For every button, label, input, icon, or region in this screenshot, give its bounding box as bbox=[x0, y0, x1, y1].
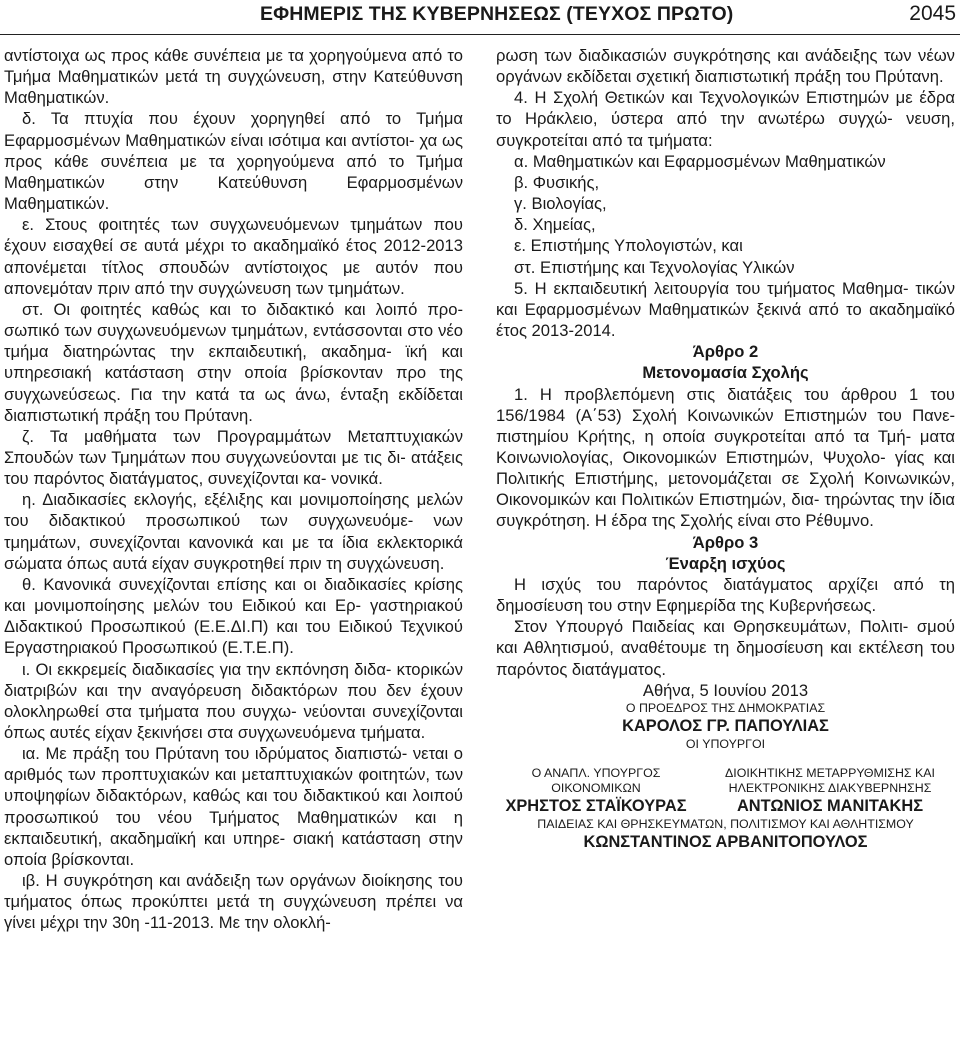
text-line: Ο ΑΝΑΠΛ. ΥΠΟΥΡΓΟΣ bbox=[531, 766, 661, 780]
text-line: νονικά. bbox=[331, 469, 383, 489]
text-line: σιακή κατάσταση στην οποία βρίσκονται. bbox=[4, 828, 463, 869]
ministers-row bbox=[496, 766, 955, 817]
text-line: νεύονται συνεχίζονται όπως αυτές είχαν ξεκινήσει στα bbox=[4, 701, 463, 742]
left-column bbox=[4, 45, 463, 934]
list-item: γ. Βιολογίας, bbox=[514, 194, 607, 214]
text-line: νων τμημάτων, συνεχίζονται κανονικά και με τα ίδια bbox=[4, 511, 463, 552]
text-line: χα ως προς κάθε συνέπεια με τα χορηγούμενα από το bbox=[4, 130, 463, 171]
article-3-subtitle: Έναρξη ισχύος bbox=[665, 553, 786, 573]
text-line: συγχωνευόμενα τμήματα. bbox=[237, 723, 426, 742]
text-line: 156/1984 (Α΄53) Σχολή Κοινωνικών Επιστημών του Πανε- bbox=[496, 405, 955, 425]
paragraph-e bbox=[4, 214, 463, 299]
text-line: Εφαρμοσμένων Μαθηματικών είναι ισότιμα και αντίστοι- bbox=[4, 130, 415, 150]
text-line: τικών και Εφαρμοσμένων Μαθηματικών ξεκινά από το bbox=[496, 278, 955, 319]
article-3-title: Άρθρο 3 bbox=[692, 532, 759, 552]
text-line: ατάξεις του παρόντος διατάγματος, συνεχίζονται κα- bbox=[4, 447, 463, 489]
text-line: μελών του διδακτικού προσωπικού των συγχωνευόμε- bbox=[4, 490, 463, 531]
article-3-text bbox=[496, 574, 955, 616]
text-line: τηρώντας την ίδια συγκρότηση. Η έδρα της Σχολής bbox=[496, 490, 956, 531]
paragraph-z bbox=[4, 426, 463, 489]
list-item: β. Φυσικής, bbox=[514, 172, 600, 192]
text-line: ΟΙΚΟΝΟΜΙΚΩΝ bbox=[551, 781, 641, 795]
paragraph-d bbox=[4, 108, 463, 214]
text-line: νευση, συγκροτείται από τα τμήματα: bbox=[496, 109, 955, 150]
president-name: ΚΑΡΟΛΟΣ ΓΡ. ΠΑΠΟΥΛΙΑΣ bbox=[622, 716, 829, 735]
paragraph-5 bbox=[496, 278, 955, 341]
minister-admin-reform bbox=[705, 766, 955, 817]
text-line: τη συγχώνευση. bbox=[326, 553, 445, 573]
ministers-label: ΟΙ ΥΠΟΥΡΓΟΙ bbox=[685, 737, 766, 751]
text-line: αυτόν που απονεμόταν πριν από την συγχώνευση των bbox=[4, 257, 463, 298]
paragraph-th bbox=[4, 574, 463, 659]
text-line: έδρα το Ηράκλειο, ύστερα από την ανωτέρω συγχώ- bbox=[496, 88, 955, 129]
minister-title bbox=[496, 766, 696, 796]
text-line: του τμήματος όπως προκύπτει μετά τη συγχώνευση bbox=[4, 871, 463, 912]
text-line: αντίστοιχα ως προς κάθε συνέπεια με τα χορηγούμενα bbox=[4, 46, 407, 65]
minister-name: ΧΡΗΣΤΟΣ ΣΤΑΪΚΟΥΡΑΣ bbox=[505, 797, 687, 815]
text-line: σωπικό των συγχωνευόμενων τμημάτων, εντάσσονται bbox=[4, 321, 403, 341]
text-line: εκλεκτορικά σώματα όπως αυτά είχαν συγκροτηθεί πριν bbox=[4, 532, 463, 573]
text-line: κτορικών διατριβών και την αναγόρευση διδακτόρων bbox=[4, 659, 463, 700]
text-line: Μαθηματικών και η εκπαιδευτική, ακαδημαϊκή και υπηρε- bbox=[4, 807, 463, 848]
text-line: η. Διαδικασίες εκλογής, εξέλιξης και μονιμοποίησης bbox=[22, 490, 410, 510]
article-3-text-2 bbox=[496, 616, 955, 679]
paragraph-continuation bbox=[496, 45, 955, 87]
right-column bbox=[496, 45, 955, 853]
text-line: που έχουν εισαχθεί σε αυτά μέχρι το ακαδημαϊκό έτος bbox=[4, 215, 463, 256]
paragraph-4 bbox=[496, 87, 955, 150]
text-line: Ειδικού Τεχνικού Εργαστηριακού Προσωπικού (Ε.Τ.Ε.Π). bbox=[4, 617, 463, 658]
gazette-title: ΕΦΗΜΕΡΙΣ ΤΗΣ ΚΥΒΕΡΝΗΣΕΩΣ (ΤΕΥΧΟΣ ΠΡΩΤΟ) bbox=[260, 3, 734, 25]
list-item: στ. Επιστήμης και Τεχνολογίας Υλικών bbox=[514, 257, 795, 277]
president-title: Ο ΠΡΟΕΔΡΟΣ ΤΗΣ ΔΗΜΟΚΡΑΤΙΑΣ bbox=[625, 700, 826, 715]
paragraph-h bbox=[4, 489, 463, 574]
text-line: ϊκή και υπηρεσιακή κατάσταση στην οποία βρίσκονταν bbox=[4, 342, 463, 383]
text-line: ι. Οι εκκρεμείς διαδικασίες για την εκπόνηση διδα- bbox=[22, 659, 392, 679]
text-line: σμού και Αθλητισμού, αναθέτουμε τη δημοσίευση και bbox=[496, 617, 955, 658]
text-line: Η ισχύς του παρόντος διατάγματος αρχίζει από τη bbox=[514, 574, 955, 594]
text-line: του Πρύτανη. bbox=[845, 67, 944, 87]
text-line: νέων οργάνων εκδίδεται σχετική διαπιστωτική πράξη bbox=[496, 46, 955, 87]
list-item: α. Μαθηματικών και Εφαρμοσμένων Μαθηματικών bbox=[514, 151, 886, 171]
list-item: δ. Χημείας, bbox=[514, 215, 596, 235]
text-line: είναι στο Ρέθυμνο. bbox=[737, 511, 874, 531]
text-line: ρωση των διαδικασιών συγκρότησης και ανάδειξης των bbox=[496, 46, 912, 65]
text-line: διδακτικού και λοιπού προσωπικού του νέου Τμήματος bbox=[4, 786, 463, 827]
paragraph-continuation bbox=[4, 45, 463, 108]
minister-title: ΠΑΙΔΕΙΑΣ ΚΑΙ ΘΡΗΣΚΕΥΜΑΤΩΝ, ΠΟΛΙΤΙΣΜΟΥ ΚΑΙ ΑΘΛΗΤΙΣΜΟΥ bbox=[537, 817, 914, 832]
text-line: ια. Με πράξη του Πρύτανη του ιδρύματος διαπιστώ- bbox=[22, 744, 408, 764]
minister-finance bbox=[496, 766, 696, 817]
text-line: φοιτητών, των υποψηφίων διδακτόρων, καθώς και του bbox=[4, 765, 463, 806]
page-header bbox=[0, 0, 960, 35]
text-line: πρέπει να γίνει μέχρι την 30η -11-2013. Με την ολοκλή- bbox=[4, 892, 463, 933]
text-line: δημοσίευση του στην Εφημερίδα της Κυβερνήσεως. bbox=[496, 596, 877, 616]
text-line: κρίσης και μονιμοποίησης μελών του Ειδικού και Ερ- bbox=[4, 574, 463, 616]
minister-title bbox=[705, 766, 955, 796]
text-line: γίας και Πολιτικής Επιστήμης, μετονομάζεται σε Σχολή bbox=[496, 447, 955, 489]
list-item: ε. Επιστήμης Υπολογιστών, και bbox=[514, 236, 743, 256]
page-number: 2045 bbox=[909, 2, 956, 25]
text-line: 1. Η προβλεπόμενη στις διατάξεις του άρθρου 1 του bbox=[514, 384, 955, 404]
text-line: 5. Η εκπαιδευτική λειτουργία του τμήματος Μαθημα- bbox=[514, 278, 909, 298]
paragraph-ia bbox=[4, 743, 463, 870]
text-line: εκτέλεση του παρόντος διατάγματος. bbox=[496, 638, 955, 679]
text-line: ε. Στους φοιτητές των συγχωνευόμενων τμημάτων bbox=[22, 215, 423, 235]
text-line: από το Τμήμα Μαθηματικών μετά τη συγχώνευση, στην bbox=[4, 46, 463, 87]
text-line: Τμήμα Μαθηματικών στην Κατεύθυνση Εφαρμοσμένων bbox=[4, 151, 464, 192]
text-line: γαστηριακού Διδακτικού Προσωπικού (Ε.Ε.ΔΙ.Π) και του bbox=[4, 596, 463, 637]
article-2-text bbox=[496, 384, 955, 532]
text-line: Κοινωνικών, Οικονομικών και Πολιτικών Επιστημών, δια- bbox=[496, 469, 955, 510]
text-line: εκδίδεται διαπιστωτική πράξη του Πρύτανη. bbox=[4, 384, 463, 425]
place-date: Αθήνα, 5 Ιουνίου 2013 bbox=[642, 680, 809, 700]
text-line: Σπουδών των Τμημάτων που συγχωνεύονται με τις δι- bbox=[4, 447, 406, 467]
text-line: ακαδημαϊκό έτος 2013-2014. bbox=[496, 299, 955, 341]
paragraph-ib bbox=[4, 870, 463, 933]
text-line: 4. Η Σχολή Θετικών και Τεχνολογικών Επιστημών με bbox=[514, 88, 913, 108]
signature-block bbox=[496, 680, 955, 854]
text-line: Μαθηματικών. bbox=[4, 194, 110, 214]
text-line: ζ. Τα μαθήματα των Προγραμμάτων Μεταπτυχιακών bbox=[22, 426, 463, 446]
minister-name: ΑΝΤΩΝΙΟΣ ΜΑΝΙΤΑΚΗΣ bbox=[736, 797, 924, 815]
text-line: τμημάτων. bbox=[328, 278, 405, 298]
paragraph-i bbox=[4, 659, 463, 744]
text-line: Στον Υπουργό Παιδείας και Θρησκευμάτων, Πολιτι- bbox=[514, 617, 909, 637]
text-line: στ. Οι φοιτητές καθώς και το διδακτικό και λοιπό προ- bbox=[22, 299, 463, 319]
text-line: προ της συγχωνεύσεως. Για την κατά τα ως άνω, ένταξη bbox=[4, 363, 463, 404]
article-2-title: Άρθρο 2 bbox=[692, 342, 759, 362]
text-line: ΚΑΙ ΗΛΕΚΤΡΟΝΙΚΗΣ ΔΙΑΚΥΒΕΡΝΗΣΗΣ bbox=[728, 766, 936, 795]
text-line: δ. Τα πτυχία που έχουν χορηγηθεί από το Τμήμα bbox=[22, 109, 463, 129]
article-2-subtitle: Μετονομασία Σχολής bbox=[642, 363, 809, 383]
text-line: πιστημίου Κρήτης, η οποία συγκροτείται από τα Τμή- bbox=[496, 426, 912, 446]
text-line: νεται ο αριθμός των προπτυχιακών και μεταπτυχιακών bbox=[4, 744, 463, 785]
text-line: 2012-2013 απονέμεται τίτλος σπουδών αντίστοιχος με bbox=[4, 236, 463, 277]
text-line: ιβ. Η συγκρότηση και ανάδειξη των οργάνων διοίκησης bbox=[22, 871, 433, 891]
text-line: που δεν έχουν ολοκληρωθεί στα τμήματα που συγχω- bbox=[4, 680, 463, 721]
text-line: ΔΙΟΙΚΗΤΙΚΗΣ ΜΕΤΑΡΡΥΘΜΙΣΗΣ bbox=[724, 766, 912, 780]
text-line: θ. Κανονικά συνεχίζονται επίσης και οι διαδικασίες bbox=[22, 574, 407, 594]
text-line: ματα Κοινωνιολογίας, Οικονομικών Επιστημών, Ψυχολο- bbox=[496, 426, 955, 467]
text-line: στο νέο τμήμα διατηρώντας την εκπαιδευτική, ακαδημα- bbox=[4, 321, 464, 362]
minister-name: ΚΩΝΣΤΑΝΤΙΝΟΣ ΑΡΒΑΝΙΤΟΠΟΥΛΟΣ bbox=[583, 833, 868, 852]
text-line: Κατεύθυνση Μαθηματικών. bbox=[4, 67, 463, 108]
paragraph-st bbox=[4, 299, 463, 426]
